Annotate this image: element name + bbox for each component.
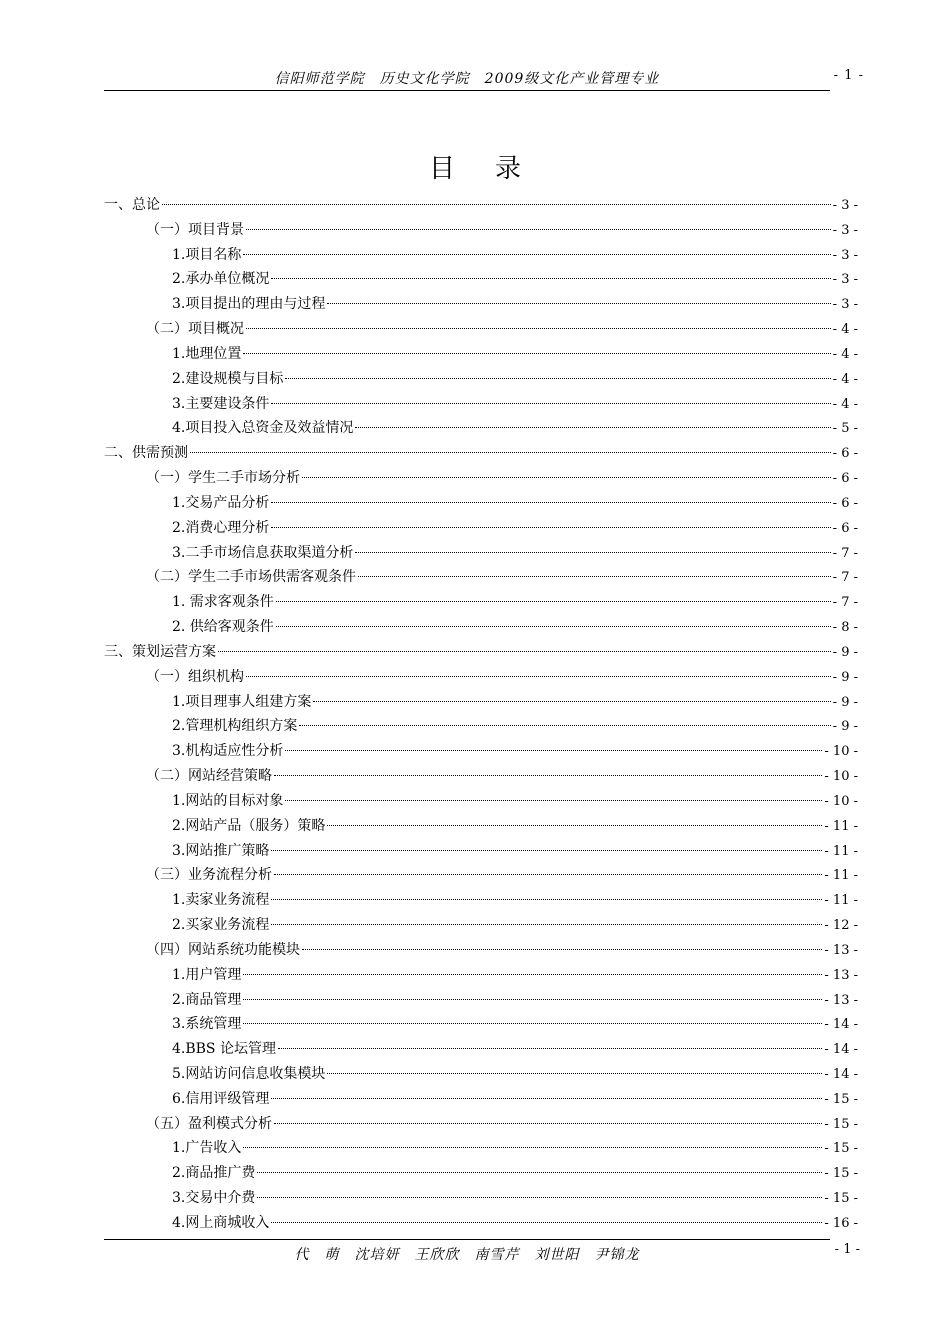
toc-entry-label: 2. 供给客观条件 [172, 619, 274, 636]
toc-entry-label: 6.信用评级管理 [172, 1090, 270, 1107]
toc-dot-leader [299, 725, 830, 726]
toc-entry[interactable] [104, 764, 858, 789]
toc-dot-leader [271, 278, 830, 279]
toc-entry-page: - 5 - [832, 421, 858, 437]
toc-dot-leader [271, 850, 822, 851]
toc-entry-label: 5.网站访问信息收集模块 [172, 1065, 326, 1082]
toc-entry-label: 2.建设规模与目标 [172, 370, 284, 387]
toc-dot-leader [257, 1197, 822, 1198]
toc-entry[interactable] [104, 988, 858, 1013]
toc-entry-label: 2.消费心理分析 [172, 519, 270, 536]
toc-dot-leader [274, 1123, 822, 1124]
toc-entry-page: - 16 - [824, 1215, 858, 1231]
toc-entry-label: 1.交易产品分析 [172, 494, 270, 511]
toc-entry[interactable] [104, 267, 858, 292]
toc-entry[interactable] [104, 367, 858, 392]
toc-entry-label: 1.卖家业务流程 [172, 892, 270, 909]
toc-entry-page: - 7 - [832, 595, 858, 611]
toc-entry-page: - 15 - [824, 1141, 858, 1157]
toc-entry-page: - 13 - [824, 942, 858, 958]
toc-entry-label: （四）网站系统功能模块 [146, 941, 300, 958]
toc-entry[interactable] [104, 292, 858, 317]
toc-entry-page: - 4 - [832, 396, 858, 412]
toc-entry[interactable] [104, 839, 858, 864]
toc-entry-label: 3.项目提出的理由与过程 [172, 296, 326, 313]
toc-entry-page: - 11 - [824, 843, 858, 859]
toc-entry-label: （五）盈利模式分析 [146, 1115, 272, 1132]
toc-entry-page: - 7 - [832, 545, 858, 561]
toc-entry[interactable] [104, 541, 858, 566]
toc-entry[interactable] [104, 913, 858, 938]
toc-entry[interactable] [104, 739, 858, 764]
toc-dot-leader [218, 651, 831, 652]
toc-entry[interactable] [104, 193, 858, 218]
toc-entry-page: - 4 - [832, 371, 858, 387]
toc-dot-leader [243, 974, 822, 975]
toc-entry-label: （一）项目背景 [146, 221, 244, 238]
toc-entry-page: - 10 - [824, 769, 858, 785]
toc-entry-label: 4.BBS 论坛管理 [172, 1041, 276, 1058]
toc-entry[interactable] [104, 789, 858, 814]
toc-entry-page: - 15 - [824, 1191, 858, 1207]
toc-entry[interactable] [104, 888, 858, 913]
table-of-contents [104, 193, 858, 1236]
toc-entry-label: 3.交易中介费 [172, 1190, 256, 1207]
toc-dot-leader [358, 576, 831, 577]
toc-entry-label: 3.主要建设条件 [172, 395, 270, 412]
toc-dot-leader [285, 800, 822, 801]
toc-entry[interactable] [104, 565, 858, 590]
toc-entry[interactable] [104, 317, 858, 342]
toc-entry[interactable] [104, 342, 858, 367]
toc-entry[interactable] [104, 714, 858, 739]
header-page-number: - 1 - [833, 68, 864, 83]
toc-entry-label: （二）项目概况 [146, 321, 244, 338]
toc-entry-label: （二）学生二手市场供需客观条件 [146, 569, 356, 586]
toc-dot-leader [271, 527, 830, 528]
toc-entry[interactable] [104, 1062, 858, 1087]
toc-entry-label: 2.网站产品（服务）策略 [172, 817, 326, 834]
toc-entry[interactable] [104, 416, 858, 441]
toc-entry-page: - 9 - [832, 694, 858, 710]
toc-entry-label: 1.项目理事人组建方案 [172, 693, 312, 710]
toc-entry-label: 4.项目投入总资金及效益情况 [172, 420, 354, 437]
toc-entry-label: 3.二手市场信息获取渠道分析 [172, 544, 354, 561]
toc-entry-page: - 11 - [824, 818, 858, 834]
toc-entry-page: - 4 - [832, 346, 858, 362]
toc-dot-leader [246, 229, 831, 230]
toc-entry-page: - 3 - [832, 272, 858, 288]
toc-entry[interactable] [104, 814, 858, 839]
toc-entry-label: 3.系统管理 [172, 1016, 242, 1033]
toc-dot-leader [274, 775, 822, 776]
toc-entry-page: - 13 - [824, 992, 858, 1008]
toc-entry-page: - 8 - [832, 620, 858, 636]
toc-entry-label: 3.机构适应性分析 [172, 743, 284, 760]
toc-entry-page: - 9 - [832, 669, 858, 685]
toc-dot-leader [243, 999, 822, 1000]
toc-dot-leader [327, 303, 830, 304]
toc-entry-label: 2.买家业务流程 [172, 917, 270, 934]
toc-entry[interactable] [104, 640, 858, 665]
toc-entry-label: 2.商品推广费 [172, 1165, 256, 1182]
toc-entry-page: - 13 - [824, 967, 858, 983]
toc-entry-label: 一、总论 [104, 197, 160, 213]
toc-entry-page: - 15 - [824, 1091, 858, 1107]
toc-entry-label: 三、策划运营方案 [104, 643, 216, 660]
toc-dot-leader [271, 502, 830, 503]
toc-dot-leader [257, 1172, 822, 1173]
toc-entry[interactable] [104, 863, 858, 888]
toc-dot-leader [313, 701, 830, 702]
toc-dot-leader [162, 204, 831, 205]
page-footer [104, 1239, 860, 1268]
toc-entry[interactable] [104, 466, 858, 491]
toc-dot-leader [271, 924, 822, 925]
toc-entry-page: - 3 - [832, 297, 858, 313]
toc-entry-label: 2.管理机构组织方案 [172, 718, 298, 735]
toc-dot-leader [327, 825, 822, 826]
toc-entry[interactable] [104, 1136, 858, 1161]
toc-dot-leader [285, 378, 830, 379]
footer-page-number: - 1 - [834, 1242, 860, 1257]
toc-dot-leader [271, 899, 822, 900]
toc-entry-page: - 6 - [832, 520, 858, 536]
toc-dot-leader [271, 1222, 822, 1223]
toc-entry-page: - 6 - [832, 495, 858, 511]
toc-entry[interactable] [104, 243, 858, 268]
toc-entry-page: - 14 - [824, 1042, 858, 1058]
toc-entry-page: - 6 - [832, 446, 858, 462]
toc-entry-page: - 11 - [824, 893, 858, 909]
toc-entry-page: - 15 - [824, 1116, 858, 1132]
toc-dot-leader [246, 328, 831, 329]
toc-entry[interactable] [104, 392, 858, 417]
toc-entry-page: - 15 - [824, 1166, 858, 1182]
toc-entry-label: 3.网站推广策略 [172, 842, 270, 859]
toc-entry[interactable] [104, 1087, 858, 1112]
toc-entry-label: 二、供需预测 [104, 445, 188, 462]
toc-dot-leader [302, 477, 831, 478]
toc-dot-leader [271, 1098, 822, 1099]
toc-dot-leader [327, 1073, 822, 1074]
toc-entry-page: - 6 - [832, 471, 858, 487]
toc-dot-leader [190, 452, 831, 453]
toc-entry[interactable] [104, 1161, 858, 1186]
toc-entry-page: - 10 - [824, 793, 858, 809]
toc-entry-page: - 3 - [832, 198, 858, 213]
toc-entry[interactable] [104, 1037, 858, 1062]
toc-entry-label: 2.商品管理 [172, 991, 242, 1008]
toc-entry-page: - 9 - [832, 644, 858, 660]
toc-dot-leader [278, 1048, 822, 1049]
toc-entry-label: （三）业务流程分析 [146, 867, 272, 884]
toc-entry-page: - 7 - [832, 570, 858, 586]
footer-authors: 代 萌 沈培妍 王欣欣 南雪芹 刘世阳 尹锦龙 [294, 1247, 640, 1263]
toc-dot-leader [246, 676, 831, 677]
toc-entry[interactable] [104, 1186, 858, 1211]
page-header [104, 64, 864, 91]
toc-entry[interactable] [104, 1012, 858, 1037]
toc-entry-label: （一）组织机构 [146, 668, 244, 685]
toc-dot-leader [302, 949, 822, 950]
toc-entry[interactable] [104, 516, 858, 541]
toc-entry-label: 1. 需求客观条件 [172, 594, 274, 611]
header-text: 信阳师范学院 历史文化学院 2009级文化产业管理专业 [274, 71, 660, 87]
toc-entry-page: - 14 - [824, 1066, 858, 1082]
toc-dot-leader [271, 403, 830, 404]
toc-entry-label: （一）学生二手市场分析 [146, 470, 300, 487]
toc-entry[interactable] [104, 963, 858, 988]
toc-dot-leader [243, 1023, 822, 1024]
toc-entry-label: 1.用户管理 [172, 966, 242, 983]
toc-entry-page: - 3 - [832, 247, 858, 263]
toc-entry-page: - 11 - [824, 868, 858, 884]
toc-entry-label: 1.项目名称 [172, 246, 242, 263]
toc-entry-label: 1.广告收入 [172, 1140, 242, 1157]
toc-entry-page: - 4 - [832, 322, 858, 338]
toc-entry-label: 1.网站的目标对象 [172, 792, 284, 809]
toc-dot-leader [274, 874, 822, 875]
toc-entry-page: - 3 - [832, 222, 858, 238]
toc-entry-page: - 10 - [824, 744, 858, 760]
toc-dot-leader [355, 427, 830, 428]
toc-entry[interactable] [104, 441, 858, 466]
toc-title: 目录 [428, 154, 561, 184]
toc-entry[interactable] [104, 690, 858, 715]
toc-dot-leader [276, 601, 831, 602]
toc-entry[interactable] [104, 491, 858, 516]
toc-entry-page: - 9 - [832, 719, 858, 735]
toc-dot-leader [355, 552, 830, 553]
toc-entry[interactable] [104, 590, 858, 615]
toc-entry[interactable] [104, 938, 858, 963]
toc-dot-leader [243, 1147, 822, 1148]
toc-entry[interactable] [104, 1211, 858, 1236]
toc-entry[interactable] [104, 218, 858, 243]
toc-entry-page: - 14 - [824, 1017, 858, 1033]
toc-dot-leader [243, 254, 830, 255]
toc-entry-label: （二）网站经营策略 [146, 768, 272, 785]
toc-entry-page: - 12 - [824, 918, 858, 934]
toc-dot-leader [243, 353, 830, 354]
toc-entry-label: 4.网上商城收入 [172, 1214, 270, 1231]
toc-entry-label: 1.地理位置 [172, 345, 242, 362]
toc-entry[interactable] [104, 615, 858, 640]
toc-dot-leader [285, 750, 822, 751]
toc-entry[interactable] [104, 665, 858, 690]
toc-entry-label: 2.承办单位概况 [172, 271, 270, 288]
toc-entry[interactable] [104, 1112, 858, 1137]
toc-dot-leader [276, 626, 831, 627]
